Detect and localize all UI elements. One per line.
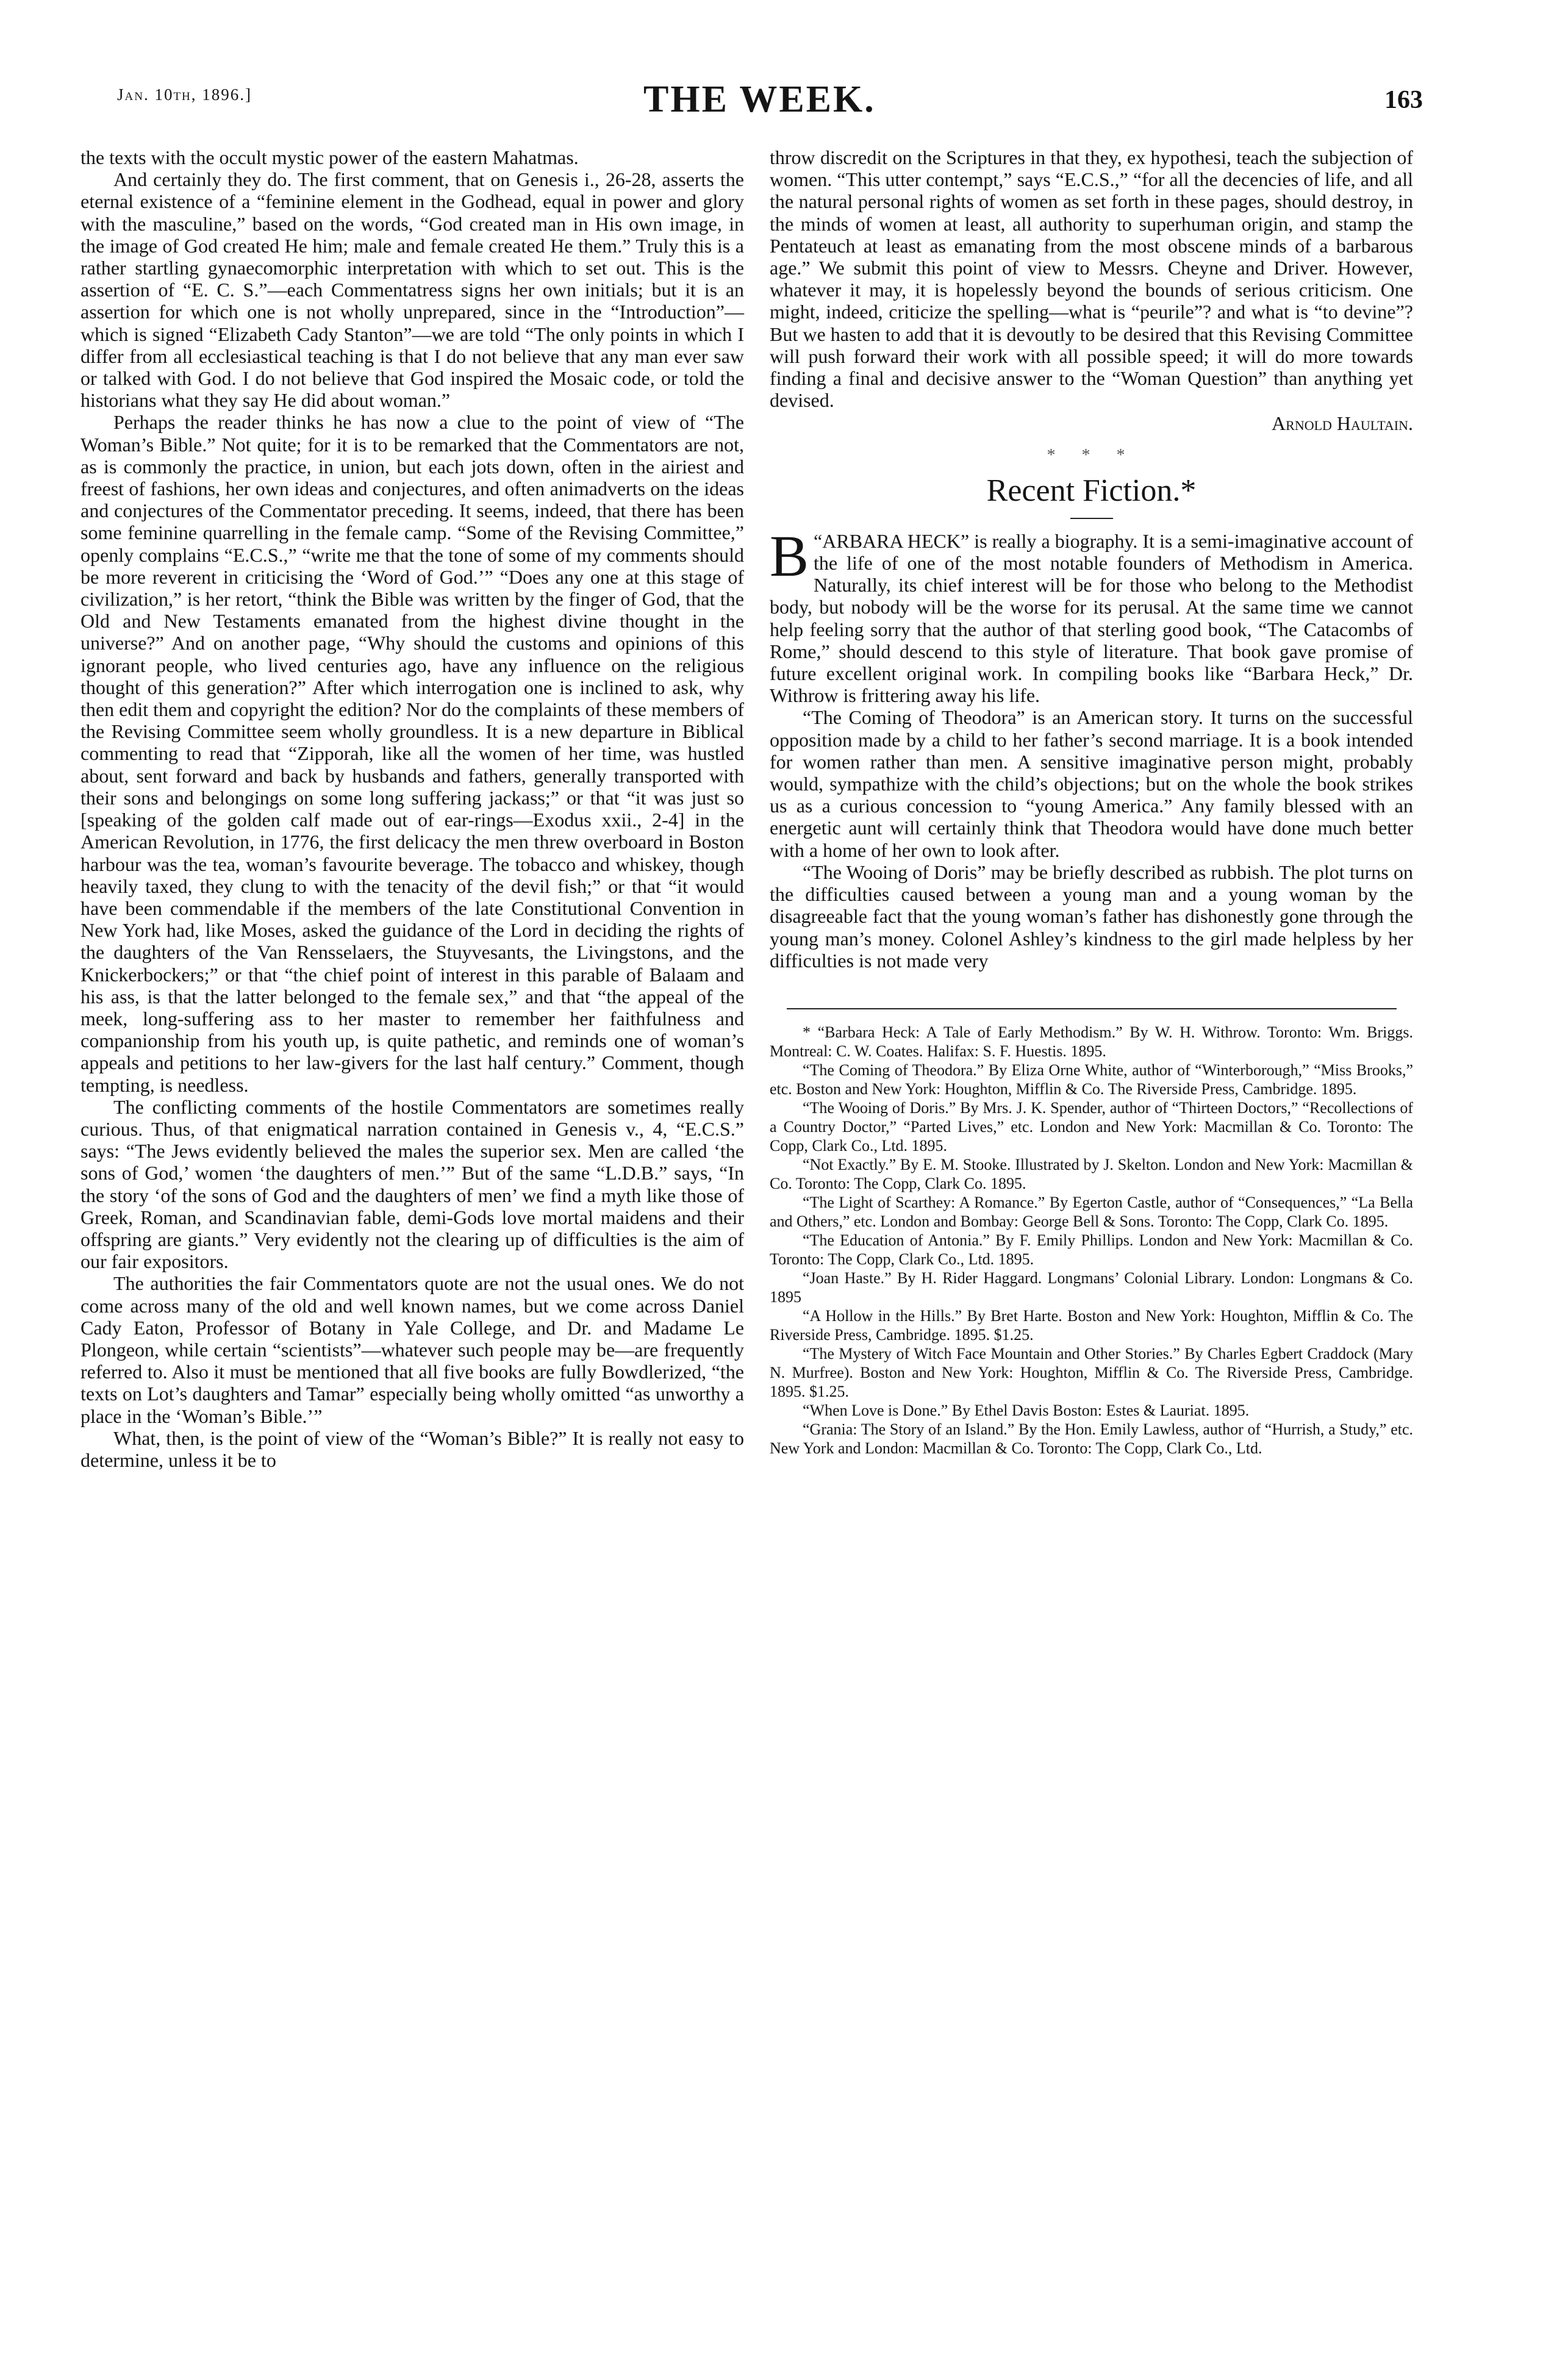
paragraph: the texts with the occult mystic power of the eastern Mahatmas. [81, 146, 579, 168]
masthead-title: THE WEEK. [643, 79, 876, 120]
paragraph: “The Wooing of Doris” may be briefly described as rubbish. The plot turns on the difficulties caused between a young man and a young woman by the disagreeable fact that the young woman’s father has dishonestly gone through the young man’s money. Colonel Ashley’s kindness to the girl made helpless by her difficulties is not made very [770, 861, 1413, 972]
footnote: “The Light of Scarthey: A Romance.” By Egerton Castle, author of “Consequences,” “La Bella and Others,” etc. London and Bombay: George Bell & Sons. Toronto: The Copp, Clark Co. 1895. [770, 1193, 1413, 1230]
footnote: “Not Exactly.” By E. M. Stooke. Illustrated by J. Skelton. London and New York: Macmillan & Co. Toronto: The Copp, Clark Co. 1895. [770, 1155, 1413, 1192]
paragraph: The conflicting comments of the hostile Commentators are sometimes really curious. Thus, of that enigmatical narration contained in Genesis v., 4, “E.C.S.” says: “The Jews evidently believed the males the superior sex. Men are called ‘the sons of God,’ women ‘the daughters of men.’” But of the same “L.D.B.” says, “In the story ‘of the sons of God and the daughters of men’ we find a myth like those of Greek, Roman, and Scandinavian fable, demi-Gods love mortal maidens and their offspring are giants.” Very evidently not the clearing up of difficulties is the aim of our fair expositors. [81, 1095, 744, 1273]
paragraph-text: ARBARA HECK” is really a biography. It is a semi-imaginative account of the life of one of the most notable founders of Methodism in America. Naturally, its chief interest will be for those who belong to the Methodist body, but nobody will be the worse for its perusal. At the same time we cannot help feeling sorry that the author of that sterling good book, “The Catacombs of Rome,” should descend to this style of literature. That book gave promise of future excellent original work. In compiling books like “Barbara Heck,” Dr. Withrow is frittering away his life. [770, 529, 1413, 707]
paragraph: throw discredit on the Scriptures in that they, ex hypothesi, teach the subjection of women. “This utter contempt,” says “E.C.S.,” “for all the decencies of life, and all the natural personal rights of women as set forth in these pages, should destroy, in the minds of women at least, all authority to superhuman origin, and stamp the Pentateuch at least as emanating from the most obscene minds of a barbarous age.” We submit this point of view to Messrs. Cheyne and Driver. However, whatever it may, it is hopelessly beyond the bounds of serious criticism. One might, indeed, criticize the spelling—what is “peurile”? and what is “to devine”? But we hasten to add that it is devoutly to be desired that this Revising Committee will push forward their work with all possible speed; it will do more towards finding a final and decisive answer to the “Woman Question” than anything yet devised. [770, 146, 1413, 412]
paragraph: And certainly they do. The first comment, that on Genesis i., 26-28, asserts the eternal existence of a “feminine element in the Godhead, equal in power and glory with the masculine,” based on the words, “God created man in His own image, in the image of God created He him; male and female created He them.” Truly this is a rather startling gynaecomorphic interpretation with which to set out. This is the assertion of “E. C. S.”—each Commentatress signs her own initials; but it is an assertion for which one is not wholly unprepared, since in the “Introduction”—which is signed “Elizabeth Cady Stanton”—we are told “The only points in which I differ from all ecclesiastical teaching is that I do not believe that any man ever saw or talked with God. I do not believe that God inspired the Mosaic code, or told the historians what they say He did about woman.” [81, 168, 744, 412]
left-column [81, 146, 744, 1471]
footnote: “The Mystery of Witch Face Mountain and Other Stories.” By Charles Egbert Craddock (Mary N. Murfree). Boston and New York: Houghton, Mifflin & Co. The Riverside Press, Cambridge. 1895. $1.25. [770, 1344, 1413, 1400]
section-title: Recent Fiction.* [986, 473, 1197, 508]
title-rule [1070, 518, 1113, 519]
footnote: “When Love is Done.” By Ethel Davis Boston: Estes & Lauriat. 1895. [803, 1401, 1250, 1419]
footnotes [770, 1023, 1413, 1458]
paragraph: What, then, is the point of view of the “Woman’s Bible?” It is really not easy to determine, unless it be to [81, 1427, 744, 1471]
page-number: 163 [1384, 86, 1423, 114]
paragraph: “The Coming of Theodora” is an American story. It turns on the successful opposition made by a child to her father’s second marriage. It is a book intended for women rather than men. A sensitive imaginative person might, probably would, sympathize with the child’s objections; but on the whole the book strikes us as a curious concession to “young America.” Any family blessed with an energetic aunt will certainly think that Theodora would have done much better with a home of her own to look after. [770, 706, 1413, 861]
footnote: “A Hollow in the Hills.” By Bret Harte. Boston and New York: Houghton, Mifflin & Co. The Riverside Press, Cambridge. 1895. $1.25. [770, 1306, 1413, 1344]
author-signature: Arnold Haultain. [1272, 412, 1413, 435]
footnote-rule [787, 1008, 1397, 1009]
paragraph: The authorities the fair Commentators quote are not the usual ones. We do not come across many of the old and well known names, but we come across Daniel Cady Eaton, Professor of Botany in Yale College, and Dr. and Madame Le Plongeon, while certain “scientists”—whatever such people may be—are frequently referred to. Also it must be mentioned that all five books are fully Bowdlerized, “the texts on Lot’s daughters and Tamar” especially being wholly omitted “as unworthy a place in the ‘Woman’s Bible.’” [81, 1272, 744, 1427]
footnote: “Joan Haste.” By H. Rider Haggard. Longmans’ Colonial Library. London: Longmans & Co. 1895 [770, 1269, 1413, 1306]
footnote: “The Coming of Theodora.” By Eliza Orne White, author of “Winterborough,” “Miss Brooks,” etc. Boston and New York: Houghton, Mifflin & Co. The Riverside Press, Cambridge. 1895. [770, 1061, 1413, 1098]
right-column [770, 146, 1413, 1458]
opening-quote: “ [814, 529, 823, 552]
footnote: * “Barbara Heck: A Tale of Early Methodism.” By W. H. Withrow. Toronto: Wm. Briggs. Montreal: C. W. Coates. Halifax: S. F. Huestis. 1895. [770, 1023, 1413, 1060]
footnote: “Grania: The Story of an Island.” By the Hon. Emily Lawless, author of “Hurrish, a Study,” etc. New York and London: Macmillan & Co. Toronto: The Copp, Clark Co., Ltd. [770, 1420, 1413, 1457]
drop-cap: B [770, 523, 809, 589]
issue-date: Jan. 10th, 1896.] [117, 85, 252, 104]
footnote: “The Wooing of Doris.” By Mrs. J. K. Spender, author of “Thirteen Doctors,” “Recollections of a Country Doctor,” “Parted Lives,” etc. London and New York: Macmillan & Co. Toronto: The Copp, Clark Co., Ltd. 1895. [770, 1098, 1413, 1155]
paragraph: Perhaps the reader thinks he has now a clue to the point of view of “The Woman’s Bible.” Not quite; for it is to be remarked that the Commentators are not, as is commonly the practice, in union, but each jots down, often in the airiest and freest of fashions, her own ideas and conjectures, and often animadverts on the ideas and conjectures of the Commentator preceding. It seems, indeed, that there has been some feminine quarrelling in the female camp. “Some of the Revising Committee,” openly complains “E.C.S.,” “write me that the tone of some of my comments should be more reverent in criticising the ‘Word of God.’” “Does any one at this stage of civilization,” is her retort, “think the Bible was written by the finger of God, that the Old and New Testaments emanated from the highest divine thought in the universe?” And on another page, “Why should the customs and opinions of this ignorant people, who lived centuries ago, have any influence on the religious thought of this generation?” After which interrogation one is inclined to ask, why then edit them and copyright the edition? Nor do the complaints of these members of the Revising Committee seem wholly groundless. It is a new departure in Biblical commenting to read that “Zipporah, like all the women of her time, was hustled about, sent forward and back by husbands and fathers, generally transported with their sons and belongings on some long suffering jackass;” or that “it was just so [speaking of the golden calf made out of ear-rings—Exodus xxii., 2-4] in the American Revolution, in 1776, the first delicacy the men threw overboard in Boston harbour was the tea, woman’s favourite beverage. The tobacco and whiskey, though heavily taxed, they clung to with the tenacity of the devil fish;” or that “it would have been commendable if the members of the late Constitutional Convention in New York had, like Moses, asked the guidance of the Lord in deciding the rights of the daughters of the Van Rensselaers, the Stuyvesants, the Livingstons, and the Knickerbockers;” or that “the chief point of interest in this parable of Balaam and his ass, is that the latter belonged to the female sex,” and that “the appeal of the meek, long-suffering ass to her master to remember her faithfulness and companionship from his youth up, is quite pathetic, and reminds one of woman’s appeals and petitions to her law-givers for the last half century.” Comment, though tempting, is needless. [81, 411, 744, 1096]
section-separator: * * * [1047, 445, 1136, 465]
footnote: “The Education of Antonia.” By F. Emily Phillips. London and New York: Macmillan & Co. Toronto: The Copp, Clark Co., Ltd. 1895. [770, 1231, 1413, 1268]
paragraph [770, 523, 1413, 707]
